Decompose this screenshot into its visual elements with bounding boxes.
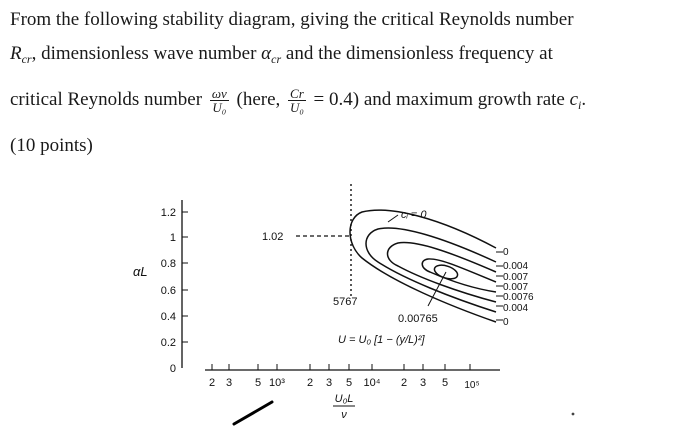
x-tick-label: 3	[225, 377, 233, 389]
line3-here-text: (here,	[236, 88, 281, 110]
x-tick-label: 3	[419, 377, 427, 389]
alpha-subscript: cr	[271, 52, 282, 66]
pen-stroke-mark	[234, 402, 272, 424]
x-tick-label: 2	[400, 377, 408, 389]
points-label: (10 points)	[10, 135, 93, 156]
y-tick-label: 1	[169, 232, 176, 244]
alpha-critical-value: 1.02	[262, 231, 284, 243]
x-axis-label-numerator: U₀L	[334, 393, 354, 405]
question-line-1: From the following stability diagram, giving the critical Reynolds number	[10, 9, 574, 30]
y-tick-label: 1.2	[160, 207, 176, 219]
reynolds-symbol: R	[10, 43, 22, 64]
line2-mid-text: , dimensionless wave number	[31, 43, 262, 64]
y-axis-label: αL	[133, 264, 148, 279]
stability-contours	[350, 210, 496, 322]
x-tick-label: 5	[441, 377, 449, 389]
phase-speed-fraction: $\frac{Cr}{\text{U₀}}$	[289, 86, 304, 115]
contour-label: 0.004	[503, 261, 529, 272]
x-tick-label: 3	[325, 377, 333, 389]
contour-ci-0007-inner	[422, 259, 496, 292]
x-tick-label: 2	[208, 377, 216, 389]
line3-period: .	[581, 88, 587, 110]
y-ticks	[182, 212, 188, 342]
frequency-fraction: $\frac{\omega\nu}{\text{U₀}}$	[211, 86, 227, 115]
y-tick-label: 0.6	[160, 285, 176, 297]
ci-zero-leader	[388, 215, 398, 222]
y-tick-label: 0.2	[160, 337, 176, 349]
x-tick-label: 5	[254, 377, 262, 389]
x-axis-label-denominator: ν	[341, 409, 347, 421]
x-ticks	[212, 364, 470, 370]
critical-reynolds-value: 5767	[333, 296, 358, 308]
x-tick-label: 10³	[269, 377, 285, 389]
line3-start-text: critical Reynolds number	[10, 88, 203, 110]
growth-rate-subscript: i	[578, 97, 582, 112]
x-tick-label: 10⁴	[363, 377, 381, 389]
y-tick-label: 0	[169, 363, 176, 375]
ci-zero-label: cᵢ = 0	[401, 209, 427, 221]
y-tick-label: 0.8	[160, 258, 176, 270]
x-tick-label: 2	[306, 377, 314, 389]
contour-label: 0.007	[503, 282, 529, 293]
contour-label: 0	[503, 317, 509, 328]
contour-label: 0.0076	[503, 292, 534, 303]
alpha-symbol: α	[261, 43, 272, 64]
growth-rate-symbol: c	[569, 88, 579, 110]
contour-end-markers	[496, 252, 503, 320]
contour-label: 0	[503, 247, 509, 258]
reynolds-subscript: cr	[21, 52, 32, 66]
y-tick-label: 0.4	[160, 311, 176, 323]
line3-eq-text: = 0.4) and maximum growth rate	[313, 88, 565, 110]
line2-end-text: and the dimensionless frequency at	[281, 43, 553, 64]
contour-label: 0.004	[503, 303, 529, 314]
x-tick-label: 10⁵	[464, 380, 480, 391]
x-tick-label: 5	[345, 377, 353, 389]
stray-dot	[572, 413, 575, 416]
contour-label: 0.007	[503, 272, 529, 283]
velocity-profile: U = U₀ [1 − (y/L)²]	[338, 334, 425, 346]
max-growth-value: 0.00765	[398, 313, 438, 325]
